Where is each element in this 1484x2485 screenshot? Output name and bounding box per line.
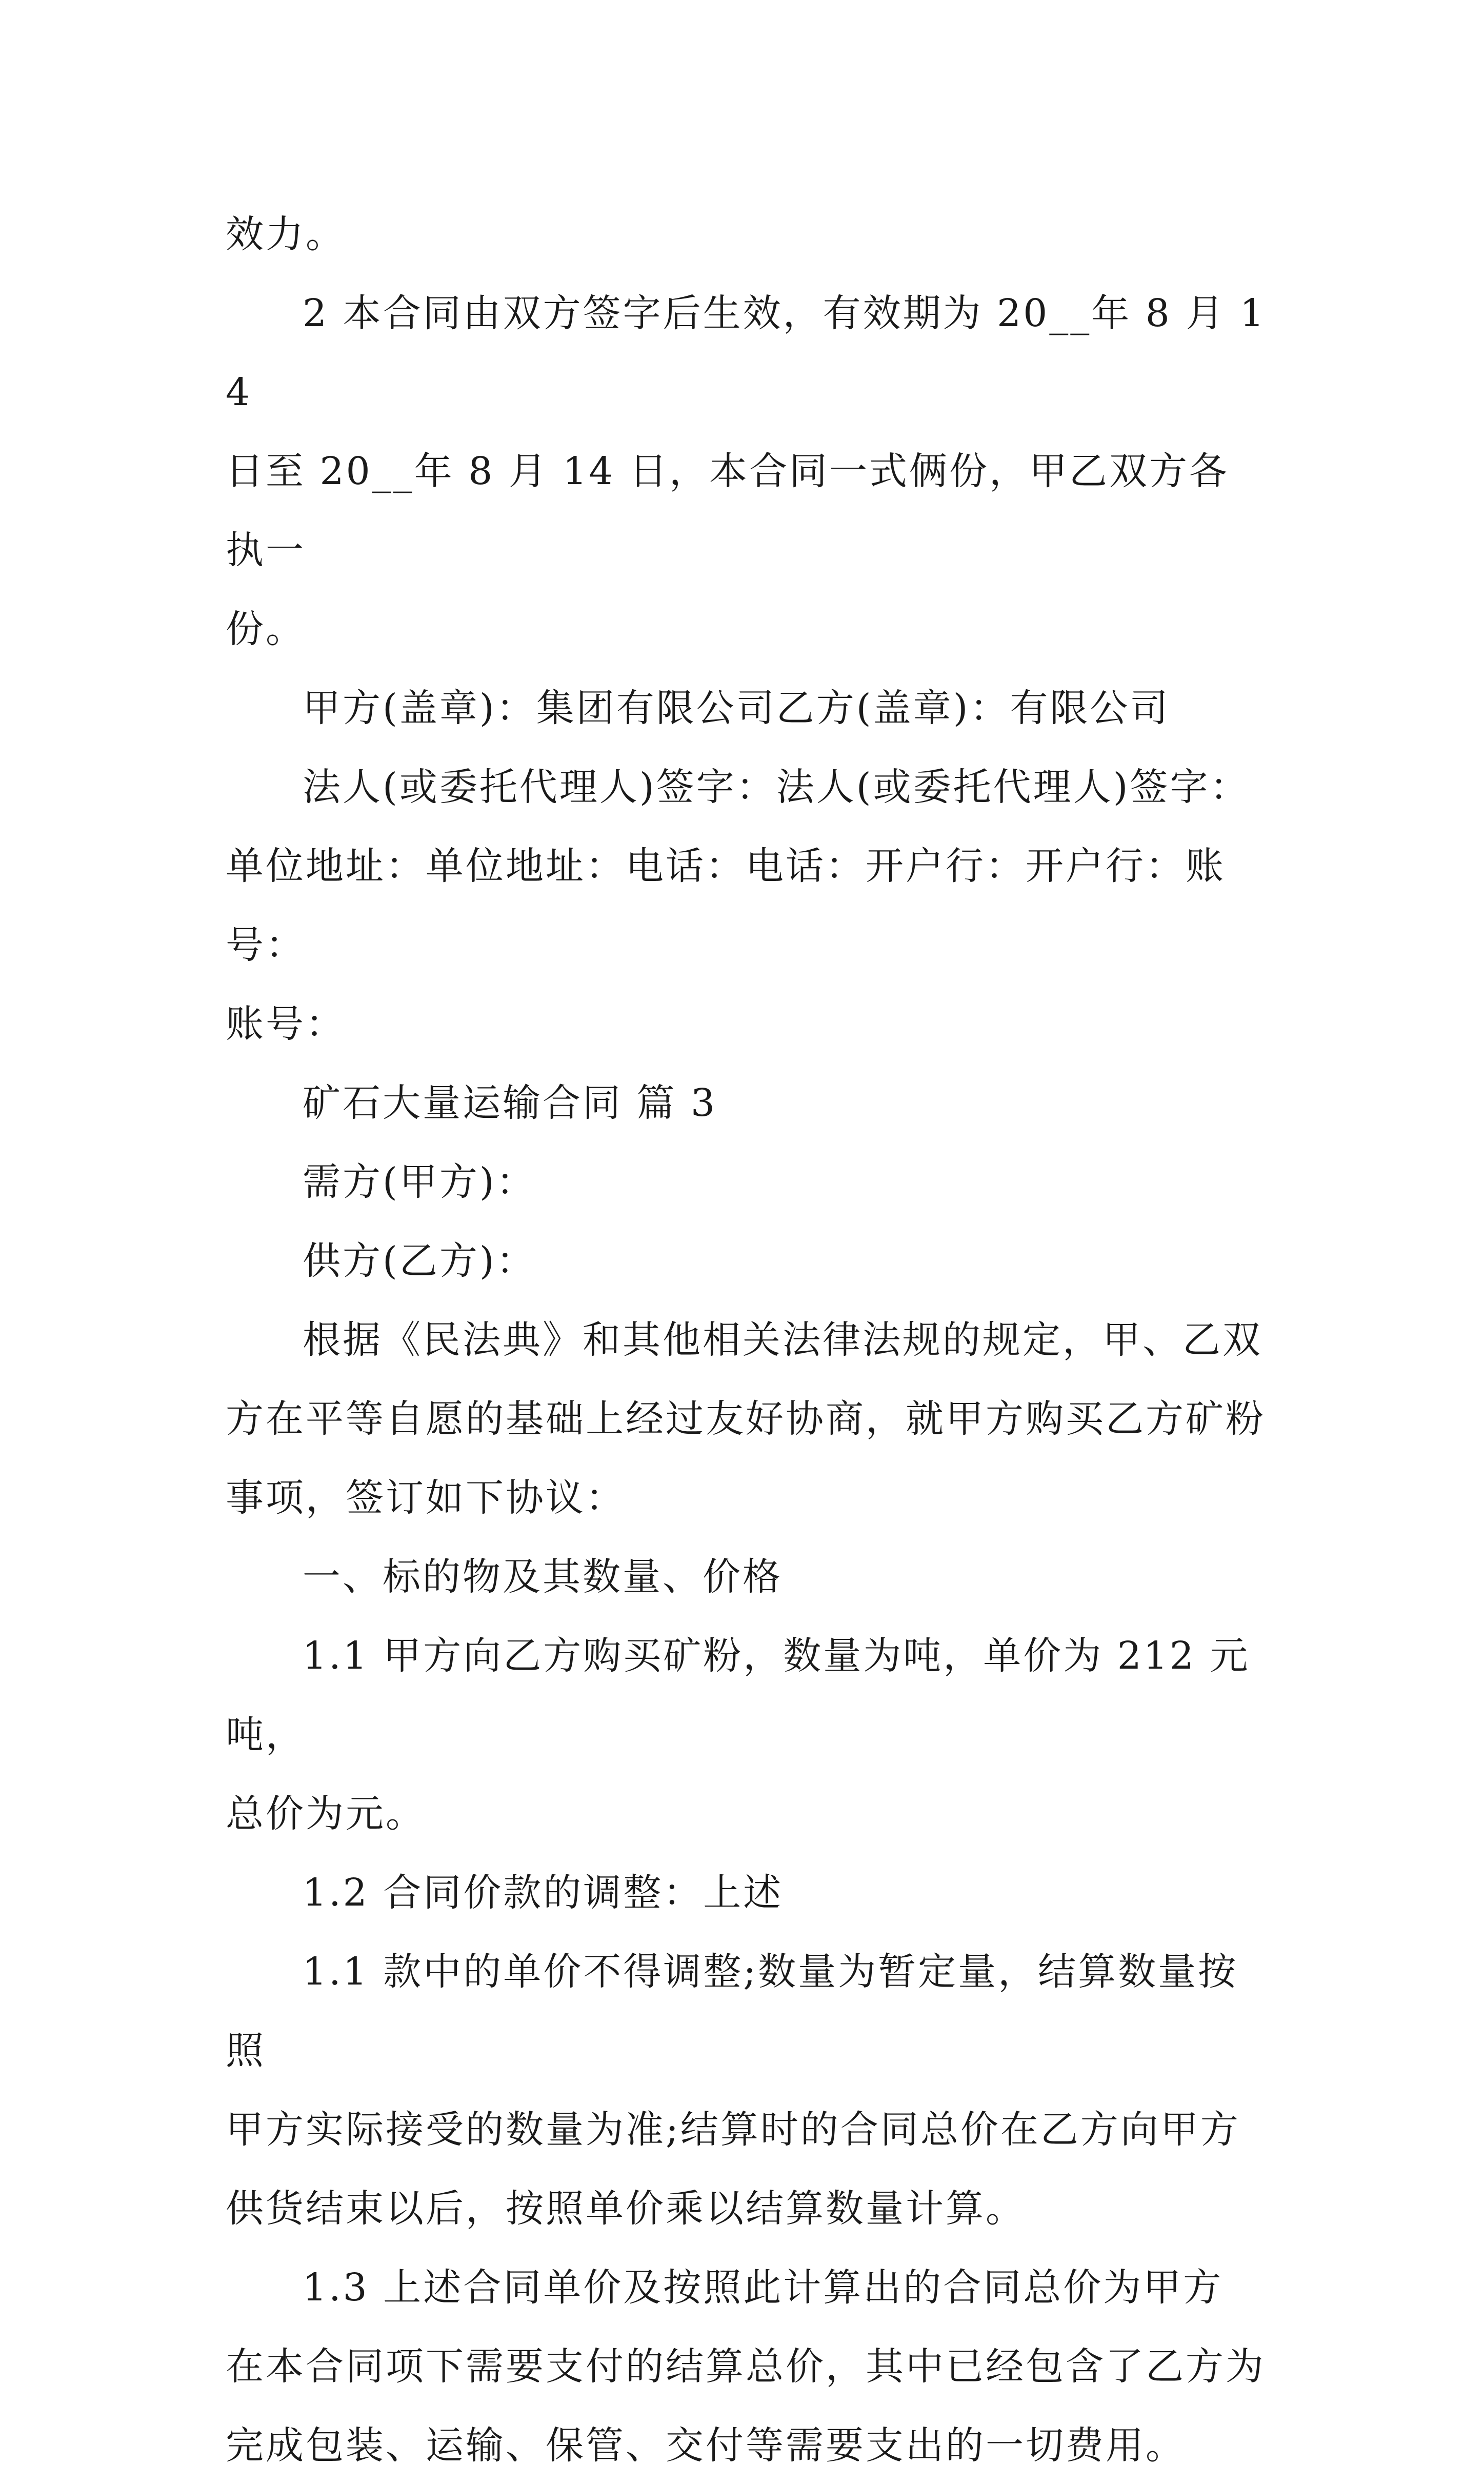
text-line: 甲方实际接受的数量为准;结算时的合同总价在乙方向甲方 — [226, 2108, 1240, 2152]
text-line: 份。 — [226, 607, 306, 651]
text-line: 矿石大量运输合同 篇 3 — [303, 1081, 717, 1125]
section-title — [226, 1064, 1267, 1143]
clause-1-2 — [226, 1853, 1267, 1932]
text-line: 事项，签订如下协议： — [226, 1476, 626, 1520]
text-line: 方在平等自愿的基础上经过友好协商，就甲方购买乙方矿粉 — [226, 1397, 1266, 1441]
text-line: 法人(或委托代理人)签字：法人(或委托代理人)签字： — [303, 765, 1250, 809]
text-line: 供方(乙方)： — [303, 1239, 536, 1283]
document-body — [226, 195, 1267, 2485]
paragraph-preamble — [226, 1300, 1267, 1537]
text-line: 总价为元。 — [226, 1792, 426, 1836]
clause-heading — [226, 1537, 1267, 1616]
text-line: 完成包装、运输、保管、交付等需要支出的一切费用。 — [226, 2423, 1186, 2468]
paragraph-validity — [226, 274, 1267, 669]
text-line: 1.1 甲方向乙方购买矿粉，数量为吨，单价为 212 元吨， — [226, 1634, 1250, 1757]
text-line: 效力。 — [226, 212, 346, 256]
clause-1-1-detail — [226, 1932, 1267, 2248]
paragraph-signatures — [226, 748, 1267, 1064]
paragraph-supplier — [226, 1221, 1267, 1300]
text-line: 根据《民法典》和其他相关法律法规的规定，甲、乙双 — [303, 1318, 1262, 1362]
clause-1-1 — [226, 1616, 1267, 1853]
paragraph-buyer — [226, 1143, 1267, 1221]
text-line: 1.1 款中的单价不得调整;数量为暂定量，结算数量按照 — [226, 1950, 1238, 2073]
text-line: 供货结束以后，按照单价乘以结算数量计算。 — [226, 2187, 1026, 2231]
clause-1-3 — [226, 2248, 1267, 2485]
paragraph-seals — [226, 669, 1267, 748]
text-line: 1.3 上述合同单价及按照此计算出的合同总价为甲方 — [303, 2266, 1224, 2310]
text-line: 1.2 合同价款的调整：上述 — [303, 1871, 784, 1915]
text-line: 甲方(盖章)：集团有限公司乙方(盖章)：有限公司 — [303, 686, 1170, 730]
text-line: 需方(甲方)： — [303, 1160, 536, 1204]
paragraph-effect — [226, 195, 1267, 274]
text-line: 单位地址：单位地址：电话：电话：开户行：开户行：账号： — [226, 844, 1226, 967]
text-line: 一、标的物及其数量、价格 — [303, 1555, 783, 1599]
text-line: 日至 20__年 8 月 14 日，本合同一式俩份，甲乙双方各执一 — [226, 449, 1230, 572]
text-line: 账号： — [226, 1002, 346, 1046]
text-line: 在本合同项下需要支付的结算总价，其中已经包含了乙方为 — [226, 2344, 1266, 2389]
text-line: 2 本合同由双方签字后生效，有效期为 20__年 8 月 14 — [226, 291, 1267, 414]
